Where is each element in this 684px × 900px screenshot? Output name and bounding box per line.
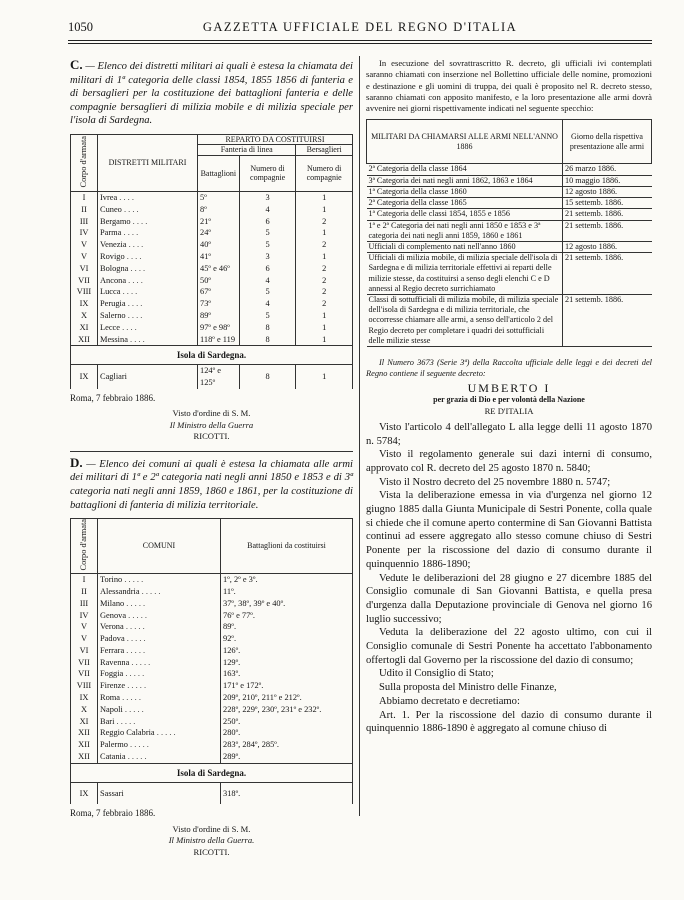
comune-cell: Torino . . . . . [98, 574, 221, 586]
battaglioni-costituirsi-header: Battaglioni da costituirsi [221, 519, 353, 574]
section-c-table-body [71, 191, 353, 345]
corpo-cell: III [71, 598, 98, 610]
compagnie-cell: 4 [239, 204, 296, 216]
table-row [71, 621, 353, 633]
corpo-armata-header: Corpo d'armata [79, 135, 89, 188]
comune-cell: Padova . . . . . [98, 633, 221, 645]
distretto-cell: Perugia . . . . [98, 298, 198, 310]
compagnie-cell: 6 [239, 216, 296, 228]
signature-name: RICOTTI. [193, 431, 230, 442]
section-d-subheading: Isola di Sardegna. [71, 763, 353, 782]
compagnie-header: Numero di compagnie [239, 155, 296, 191]
date-cell: 21 settemb. 1886. [563, 209, 652, 220]
grace-line: per grazia di Dio e per volontà della Nazione [433, 395, 585, 405]
comune-cell: Alessandria . . . . . [98, 586, 221, 598]
table-row [71, 251, 353, 263]
table-row [71, 286, 353, 298]
militari-cell: 1ª Categoria delle classi 1854, 1855 e 1856 [367, 209, 563, 220]
section-c-intro-text: — Elenco dei distretti militari ai quali è estesa la chiamata dei militari di 1ª categoria delle classi 1854, 1855 1856 di fanteria e di bersaglieri per la costituzione dei battaglioni fanteria e delle compagnie bersaglieri di milizia mobile e di milizia speciale per l'isola di Sardegna. [70, 61, 353, 127]
signature-name: RICOTTI. [193, 846, 230, 857]
decree-paragraph: Abbiamo decretato e decretiamo: [379, 695, 520, 707]
bersaglieri-cell: 1 [296, 310, 353, 322]
corpo-cell: VI [71, 645, 98, 657]
bersaglieri-cell: 2 [296, 298, 353, 310]
signature-line: Visto d'ordine di S. M. [172, 823, 251, 834]
corpo-cell: XII [71, 739, 98, 751]
corpo-cell: VIII [71, 680, 98, 692]
comune-cell: Reggio Calabria . . . . . [98, 727, 221, 739]
distretto-cell: Cuneo . . . . [98, 204, 198, 216]
table-row [367, 186, 652, 197]
militari-cell: 1ª Categoria della classe 1860 [367, 186, 563, 197]
militari-cell: Ufficiali di complemento nati nell'anno 1860 [367, 241, 563, 252]
battaglioni-cell: 228º, 229º, 230º, 231º e 232º. [221, 704, 353, 716]
table-row [71, 239, 353, 251]
table-row [367, 253, 652, 295]
compagnie-cell: 5 [239, 310, 296, 322]
decree-paragraph: Sulla proposta del Ministro delle Finanze, [379, 682, 557, 694]
battaglioni-cell: 289º. [221, 751, 353, 763]
battaglioni-cell: 8º [198, 204, 240, 216]
distretto-cell: Venezia . . . . [98, 239, 198, 251]
corpo-cell: XII [71, 727, 98, 739]
militari-header: MILITARI DA CHIAMARSI ALLE ARMI NELL'ANNO 1886 [367, 120, 563, 164]
king-name: UMBERTO I [467, 380, 551, 395]
date-cell: 21 settemb. 1886. [563, 253, 652, 295]
left-column [70, 58, 353, 858]
corpo-cell: V [71, 633, 98, 645]
corpo-cell: V [71, 251, 98, 263]
table-row [71, 586, 353, 598]
section-d-letter: D. [70, 454, 83, 470]
compagnie-cell: 5 [239, 239, 296, 251]
bersaglieri-cell: 1 [296, 334, 353, 346]
page-header [68, 20, 652, 38]
battaglioni-cell: 283º, 284º, 285º. [221, 739, 353, 751]
corpo-cell: VIII [71, 286, 98, 298]
compagnie-cell: 8 [239, 334, 296, 346]
table-row [71, 191, 353, 203]
table-row [71, 227, 353, 239]
compagnie-cell: 6 [239, 263, 296, 275]
battaglioni-cell: 89º [198, 310, 240, 322]
corpo-armata-header-d: Corpo d'armata [79, 519, 89, 571]
section-d-signature [70, 824, 353, 859]
bersaglieri-cell: 2 [296, 286, 353, 298]
date-cell: 21 settemb. 1886. [563, 294, 652, 346]
battaglioni-cell: 126º. [221, 645, 353, 657]
sardegna-comune: Sassari [98, 782, 221, 804]
battaglioni-cell: 163º. [221, 668, 353, 680]
comune-cell: Napoli . . . . . [98, 704, 221, 716]
corpo-cell: II [71, 204, 98, 216]
decree-body [366, 421, 652, 736]
comune-cell: Roma . . . . . [98, 692, 221, 704]
battaglioni-header: Battaglioni [198, 155, 240, 191]
bersaglieri-cell: 1 [296, 227, 353, 239]
militari-cell: 2ª Categoria della classe 1864 [367, 164, 563, 175]
militari-cell: Classi di sottufficiali di milizia mobile, di milizia speciale dell'isola di Sardegna e di milizia territoriale, che occorresse chiamare alle armi, a senso dell'articolo 2 del Regio decreto per completare i quadri dei sottufficiali delle milizie stesse [367, 294, 563, 346]
corpo-cell: IX [71, 692, 98, 704]
battaglioni-cell: 129º. [221, 657, 353, 669]
battaglioni-cell: 24º [198, 227, 240, 239]
compagnie-cell: 3 [239, 191, 296, 203]
militari-cell: 1ª e 2ª Categoria dei nati negli anni 1850 e 1853 e 3ª categoria dei nati negli anni 1859, 1860 e 1861 [367, 220, 563, 241]
date-cell: 15 settemb. 1886. [563, 198, 652, 209]
decree-paragraph: Udito il Consiglio di Stato; [379, 668, 494, 680]
sardegna-compagnie: 8 [239, 365, 296, 389]
corpo-cell: I [71, 574, 98, 586]
battaglioni-cell: 37º, 38º, 39º e 40º. [221, 598, 353, 610]
section-d-table [70, 518, 353, 804]
militari-cell: 2ª Categoria della classe 1865 [367, 198, 563, 209]
section-c-letter: C. [70, 57, 83, 72]
distretto-cell: Ivrea . . . . [98, 191, 198, 203]
table-row [367, 175, 652, 186]
re-italia: RE D'ITALIA [484, 405, 534, 416]
comune-cell: Milano . . . . . [98, 598, 221, 610]
battaglioni-cell: 209º, 210º, 211º e 212º. [221, 692, 353, 704]
distretti-header: DISTRETTI MILITARI [98, 134, 198, 191]
distretto-cell: Lucca . . . . [98, 286, 198, 298]
corpo-cell: XI [71, 322, 98, 334]
comune-cell: Verona . . . . . [98, 621, 221, 633]
comune-cell: Bari . . . . . [98, 716, 221, 728]
header-rule-top [68, 40, 652, 41]
giorno-header: Giorno della rispettiva presentazione alle armi [563, 120, 652, 164]
comune-cell: Ferrara . . . . . [98, 645, 221, 657]
section-d-table-body [71, 574, 353, 764]
decree-paragraph: Visto l'articolo 4 dell'allegato L alla legge delli 11 agosto 1870 n. 5784; [366, 421, 652, 447]
table-row [367, 220, 652, 241]
reparto-header: REPARTO DA COSTITUIRSI [198, 134, 353, 145]
decree-paragraph: Vedute le deliberazioni del 28 giugno e 27 dicembre 1885 del Consiglio comunale di San Giovanni Battista, e quella presa d'urgenza dalla Deputazione provinciale di Genova nel giorno 16 luglio successivo; [366, 572, 652, 625]
battaglioni-cell: 50º [198, 275, 240, 287]
table-row [71, 216, 353, 228]
table-row [71, 727, 353, 739]
table-row [367, 294, 652, 346]
bersaglieri-cell: 1 [296, 322, 353, 334]
bersaglieri-cell: 2 [296, 239, 353, 251]
corpo-cell: I [71, 191, 98, 203]
corpo-cell: XII [71, 334, 98, 346]
distretto-cell: Ancona . . . . [98, 275, 198, 287]
decree-paragraph: Vista la deliberazione emessa in via d'urgenza nel giorno 12 giugno 1885 dalla Giunta Municipale di Sestri Ponente, colla quale si chiede che il comune aperto contermine di San Giovanni Battista continui ad essere aggregato allo stesso comune chiuso di Sestri Ponente per la riscossione del dazio di consumo durante il quinquennio 1886-1890; [366, 490, 652, 570]
table-row [71, 739, 353, 751]
corpo-cell: VI [71, 263, 98, 275]
section-c-date: Roma, 7 febbraio 1886. [70, 392, 156, 403]
comune-cell: Firenze . . . . . [98, 680, 221, 692]
distretto-cell: Rovigo . . . . [98, 251, 198, 263]
corpo-cell: IV [71, 610, 98, 622]
date-cell: 21 settemb. 1886. [563, 220, 652, 241]
table-row [367, 164, 652, 175]
battaglioni-cell: 97º e 98º [198, 322, 240, 334]
section-d-intro [70, 456, 353, 512]
sardegna-battaglioni-d: 318º. [221, 782, 353, 804]
table-row [71, 263, 353, 275]
table-row [71, 633, 353, 645]
date-cell: 12 agosto 1886. [563, 186, 652, 197]
section-c-signature [70, 408, 353, 443]
corpo-cell: IX [71, 298, 98, 310]
section-c-table [70, 134, 353, 389]
table-row [71, 680, 353, 692]
table-row [367, 209, 652, 220]
table-row [71, 598, 353, 610]
section-c-intro [70, 58, 353, 128]
fanteria-header: Fanteria di linea [198, 145, 296, 156]
battaglioni-cell: 21º [198, 216, 240, 228]
corpo-cell: VII [71, 275, 98, 287]
column-divider [359, 56, 360, 816]
battaglioni-cell: 45º e 46º [198, 263, 240, 275]
sardegna-battaglioni: 124º e 125º [198, 365, 240, 389]
battaglioni-cell: 118º e 119 [198, 334, 240, 346]
battaglioni-cell: 67º [198, 286, 240, 298]
signature-line: Visto d'ordine di S. M. [172, 408, 251, 419]
table-row [71, 574, 353, 586]
battaglioni-cell: 11º. [221, 586, 353, 598]
comune-cell: Catania . . . . . [98, 751, 221, 763]
corpo-cell: VII [71, 657, 98, 669]
signature-minister: Il Ministro della Guerra [169, 419, 254, 430]
militari-cell: Ufficiali di milizia mobile, di milizia speciale dell'isola di Sardegna e di milizia territoriale effettivi ai reparti delle milizie stesse, da costituirsi a senso degli elenchi C e D annessi al Regio decreto surrichiamato [367, 253, 563, 295]
table-row [71, 334, 353, 346]
corpo-cell: XI [71, 716, 98, 728]
date-cell: 10 maggio 1886. [563, 175, 652, 186]
battaglioni-cell: 89º. [221, 621, 353, 633]
table-row [71, 716, 353, 728]
corpo-cell: X [71, 310, 98, 322]
table-row [71, 645, 353, 657]
distretto-cell: Lecce . . . . [98, 322, 198, 334]
compagnie-cell: 8 [239, 322, 296, 334]
table-row [71, 322, 353, 334]
decree-paragraph: Art. 1. Per la riscossione del dazio di consumo durante il quinquennio 1886-1890 è aggregato al comune chiuso di [366, 709, 652, 735]
bersaglieri-cell: 2 [296, 216, 353, 228]
comune-cell: Genova . . . . . [98, 610, 221, 622]
bersaglieri-cell: 1 [296, 204, 353, 216]
table-row [71, 782, 353, 804]
corpo-cell: XII [71, 751, 98, 763]
compagnie-cell: 5 [239, 227, 296, 239]
table-row [71, 751, 353, 763]
corpo-cell: VII [71, 668, 98, 680]
table-row [71, 668, 353, 680]
corpo-cell: V [71, 239, 98, 251]
militari-cell: 3ª Categoria dei nati negli anni 1862, 1863 e 1864 [367, 175, 563, 186]
table-row [71, 298, 353, 310]
table-row [71, 365, 353, 389]
bersaglieri-header: Bersaglieri [296, 145, 353, 156]
newspaper-title: GAZZETTA UFFICIALE DEL REGNO D'ITALIA [202, 20, 518, 34]
distretto-cell: Messina . . . . [98, 334, 198, 346]
compagnie-cell: 5 [239, 286, 296, 298]
table-row [71, 275, 353, 287]
compagnie-cell: 3 [239, 251, 296, 263]
battaglioni-cell: 5º [198, 191, 240, 203]
battaglioni-cell: 1º, 2º e 3º. [221, 574, 353, 586]
comune-cell: Ravenna . . . . . [98, 657, 221, 669]
table-row [71, 704, 353, 716]
battaglioni-cell: 76º e 77º. [221, 610, 353, 622]
distretto-cell: Bologna . . . . [98, 263, 198, 275]
table-row [367, 198, 652, 209]
corpo-cell: II [71, 586, 98, 598]
presentation-table [366, 119, 652, 346]
section-d-date: Roma, 7 febbraio 1886. [70, 808, 156, 819]
distretto-cell: Parma . . . . [98, 227, 198, 239]
corpo-cell: V [71, 621, 98, 633]
comune-cell: Palermo . . . . . [98, 739, 221, 751]
table-row [71, 692, 353, 704]
compagnie-cell: 4 [239, 298, 296, 310]
page-number: 1050 [68, 20, 93, 34]
battaglioni-cell: 73º [198, 298, 240, 310]
compagnie-cell: 4 [239, 275, 296, 287]
bersaglieri-cell: 2 [296, 263, 353, 275]
bersaglieri-cell: 1 [296, 191, 353, 203]
battaglioni-cell: 92º. [221, 633, 353, 645]
date-cell: 12 agosto 1886. [563, 241, 652, 252]
right-intro: In esecuzione del sovrattrascritto R. decreto, gli ufficiali ivi contemplati saranno chiamati con inserzione nel Bollettino ufficiale delle nomine, promozioni e destinazione e gli uomini di truppa, dei quali è proposito nel R. decreto stesso, saranno chiamati con apposito manifesto, e la loro presentazione alle armi dovrà avvenire nei giorni rispettivamente indicati nel seguente specchio: [366, 58, 652, 114]
table-row [71, 204, 353, 216]
sardegna-distretto: Cagliari [98, 365, 198, 389]
bersaglieri-cell: 1 [296, 251, 353, 263]
section-divider [70, 451, 353, 452]
decree-paragraph: Veduta la deliberazione del 22 agosto ultimo, con cui il Consiglio comunale di Sestri Ponente ha accettato l'abbonamento offertogli dal Governo per la riscossione del dazio di consumo; [366, 627, 652, 666]
distretto-cell: Salerno . . . . [98, 310, 198, 322]
raccolta-note: Il Numero 3673 (Serie 3ª) della Raccolta ufficiale delle leggi e dei decreti del Regno contiene il seguente decreto: [366, 357, 652, 378]
decree-paragraph: Visto il regolamento generale sui dazi interni di consumo, approvato col R. decreto del 25 agosto 1870 n. 5840; [366, 449, 652, 474]
date-cell: 26 marzo 1886. [563, 164, 652, 175]
sardegna-corpo-d: IX [71, 782, 98, 804]
battaglioni-cell: 280º. [221, 727, 353, 739]
signature-minister: Il Ministro della Guerra. [168, 835, 255, 846]
battaglioni-cell: 40º [198, 239, 240, 251]
section-c-subheading: Isola di Sardegna. [71, 346, 353, 365]
bersaglieri-cell: 2 [296, 275, 353, 287]
right-column [366, 58, 652, 736]
table-row [71, 310, 353, 322]
comune-cell: Foggia . . . . . [98, 668, 221, 680]
battaglioni-cell: 250º. [221, 716, 353, 728]
section-d-intro-text: — Elenco dei comuni ai quali è estesa la chiamata alle armi dei militari di 1ª e 2ª categoria nati negli anni 1850 e 1853 e di 3ª categoria nati negli anni 1859, 1860 e 1861, per la costituzione di battaglioni di fanteria di milizia territoriale. [70, 458, 353, 511]
table-row [71, 657, 353, 669]
comuni-header: COMUNI [98, 519, 221, 574]
battaglioni-cell: 171º e 172º. [221, 680, 353, 692]
table-row [71, 610, 353, 622]
battaglioni-cell: 41º [198, 251, 240, 263]
table-row [367, 241, 652, 252]
sardegna-bersaglieri: 1 [296, 365, 353, 389]
corpo-cell: X [71, 704, 98, 716]
decree-paragraph: Visto il Nostro decreto del 25 novembre 1880 n. 5747; [379, 476, 611, 488]
presentation-table-body [367, 164, 652, 346]
corpo-cell: III [71, 216, 98, 228]
sardegna-corpo: IX [71, 365, 98, 389]
header-rule-bottom [68, 43, 652, 44]
bersaglieri-compagnie-header: Numero di compagnie [296, 155, 353, 191]
distretto-cell: Bergamo . . . . [98, 216, 198, 228]
corpo-cell: IV [71, 227, 98, 239]
